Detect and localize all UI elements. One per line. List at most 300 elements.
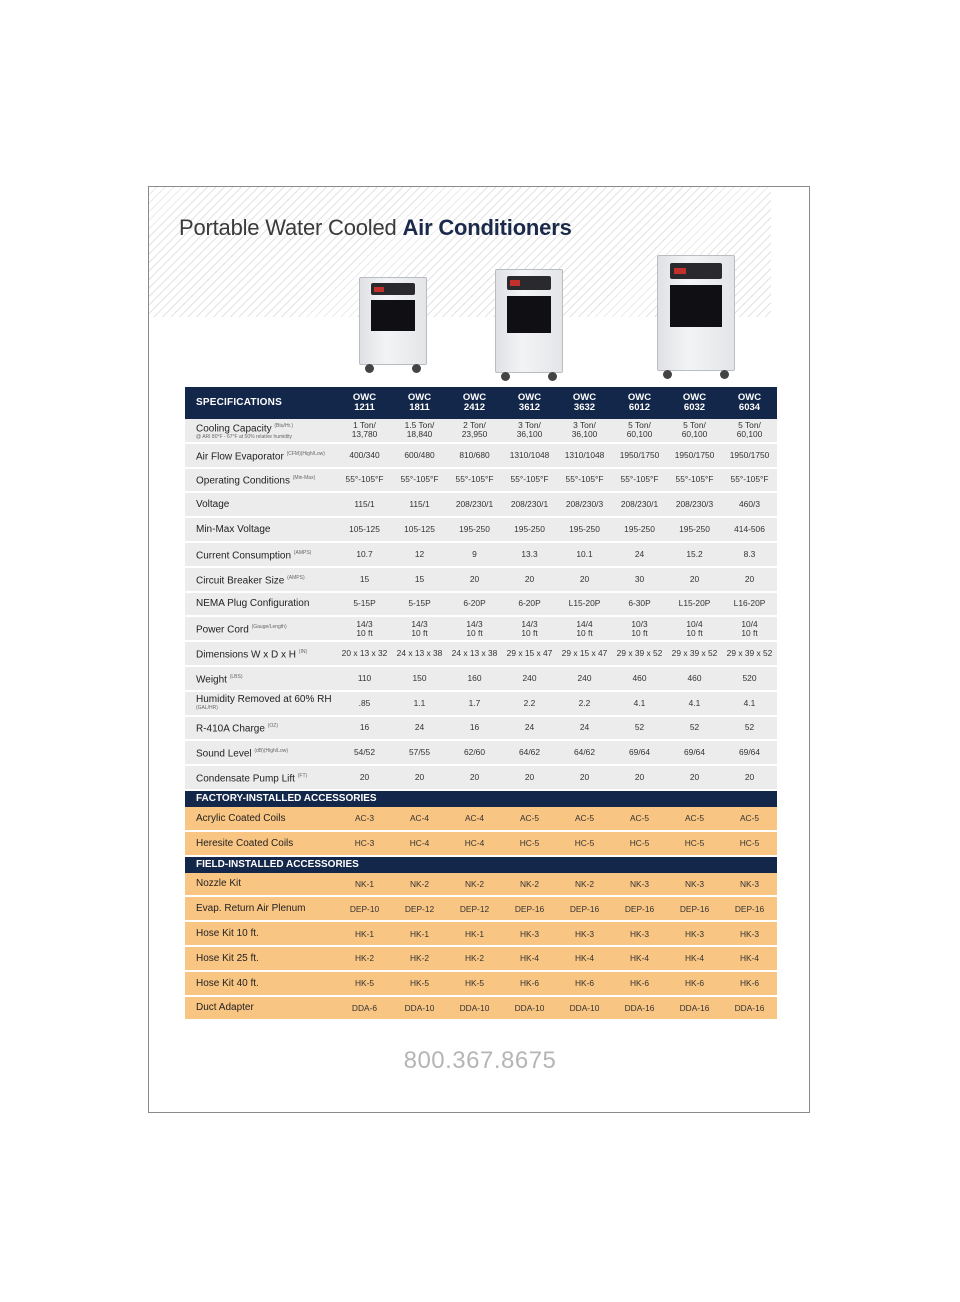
spec-value: 10/3 [631,618,648,629]
spec-value: 20 [579,772,590,783]
spec-value: 195-250 [569,524,600,535]
spec-value: 20 x 13 x 32 [341,648,388,659]
spec-value: 460 [632,672,647,683]
accessory-value: HC-5 [667,831,722,856]
spec-label: Circuit Breaker Size [196,574,285,586]
spec-value-cell [667,740,722,765]
spec-value: 105-125 [349,524,380,535]
spec-value: L16-20P [733,598,766,609]
spec-value: 195-250 [624,524,655,535]
spec-value: 36,100 [571,429,598,440]
spec-value: 16 [359,722,370,733]
spec-value: 195-250 [459,524,490,535]
spec-value: 208/230/3 [675,499,714,510]
accessory-value: HC-5 [502,831,557,856]
spec-value: 1 Ton/ [353,420,376,431]
accessory-value: NK-2 [557,873,612,897]
model-number: 6032 [683,402,706,413]
spec-label: Air Flow Evaporator [196,450,284,462]
spec-value-cell [612,419,667,443]
spec-value-cell [722,567,777,592]
spec-label-cell [185,567,337,592]
accessory-value: HK-6 [667,971,722,996]
accessory-value: DEP-16 [667,896,722,921]
accessory-value: HK-3 [612,921,667,946]
spec-value: 4.1 [633,697,646,708]
spec-value-cell [557,542,612,567]
spec-value: 5-15P [408,598,431,609]
spec-value: 10 ft [741,627,758,638]
spec-label: Sound Level [196,748,252,760]
spec-value-cell [722,592,777,617]
spec-value-cell [502,443,557,468]
accessory-value: DDA-16 [612,996,667,1021]
accessory-value: DDA-10 [502,996,557,1021]
spec-value-cell [337,592,392,617]
spec-label: NEMA Plug Configuration [196,597,310,609]
accessory-label: Hose Kit 10 ft. [185,921,337,946]
spec-value: 55°-105°F [620,474,659,485]
spec-value: 29 x 39 x 52 [671,648,718,659]
spec-value: 55°-105°F [510,474,549,485]
accessory-value: AC-5 [612,807,667,831]
spec-value-cell [392,765,447,790]
specifications-table [185,387,777,1021]
spec-value: 64/62 [519,747,540,758]
accessory-value: HC-4 [392,831,447,856]
spec-value: L15-20P [678,598,711,609]
model-number: 6012 [628,402,651,413]
accessory-value: DDA-16 [667,996,722,1021]
spec-value: 14/3 [521,618,538,629]
spec-value: 10 ft [521,627,538,638]
spec-value: 69/64 [684,747,705,758]
specifications-header: SPECIFICATIONS [185,387,337,419]
model-number: 3632 [573,402,596,413]
spec-value-cell [392,443,447,468]
accessory-value: HK-5 [447,971,502,996]
spec-row [185,740,777,765]
spec-value: L15-20P [568,598,601,609]
spec-value: 18,840 [406,429,433,440]
spec-value-cell [447,468,502,493]
spec-value: 29 x 15 x 47 [506,648,553,659]
spec-row [185,517,777,542]
spec-row [185,765,777,790]
spec-value: 195-250 [514,524,545,535]
spec-value: 5 Ton/ [628,420,651,431]
spec-unit: (dB)(High/Low) [254,748,289,755]
spec-value-cell [667,567,722,592]
accessory-value: HK-5 [392,971,447,996]
spec-value-cell [502,468,557,493]
spec-unit: (AMPS) [293,549,312,556]
spec-value: 15.2 [686,548,703,559]
spec-value-cell [392,616,447,641]
accessory-value: NK-2 [502,873,557,897]
spec-value: 115/1 [354,499,375,510]
model-series: OWC [407,392,432,403]
page-title [179,215,572,241]
portable-ac-unit-medium-image [495,269,563,381]
spec-unit: (OZ) [267,723,278,730]
model-header [337,387,392,419]
spec-value-cell [722,716,777,741]
spec-label-cell [185,492,337,517]
spec-value-cell [557,419,612,443]
spec-value-cell [447,740,502,765]
spec-value: 208/230/3 [565,499,604,510]
field-accessories-header-row [185,856,777,873]
spec-value: 14/3 [356,618,373,629]
spec-value: 62/60 [464,747,485,758]
spec-label: Weight [196,674,227,686]
spec-value-cell [722,492,777,517]
spec-value: 1310/1048 [509,449,550,460]
spec-value-cell [502,592,557,617]
accessory-value: AC-5 [557,807,612,831]
title-bold: Air Conditioners [402,215,572,240]
spec-row [185,567,777,592]
spec-value: 14/3 [411,618,428,629]
spec-value: 52 [744,722,755,733]
spec-row [185,616,777,641]
spec-value: 30 [634,573,645,584]
spec-value: 6-20P [518,598,541,609]
spec-value-cell [447,691,502,716]
spec-value: 110 [357,672,372,683]
spec-value: 5 Ton/ [683,420,706,431]
spec-value: 10.7 [356,548,373,559]
spec-unit: (Gauge/Length) [251,624,287,631]
spec-value-cell [722,517,777,542]
spec-value-cell [447,765,502,790]
spec-value-cell [667,765,722,790]
spec-value-cell [612,567,667,592]
spec-label-cell [185,592,337,617]
accessory-label: Hose Kit 40 ft. [185,971,337,996]
accessory-row [185,996,777,1021]
spec-value-cell [612,616,667,641]
factory-accessories-header: FACTORY-INSTALLED ACCESSORIES [185,790,777,807]
spec-value: 15 [414,573,425,584]
spec-label-cell [185,716,337,741]
spec-value-cell [447,641,502,666]
spec-value: 20 [634,772,645,783]
spec-value: 24 x 13 x 38 [396,648,443,659]
accessory-row [185,971,777,996]
spec-value-cell [722,419,777,443]
spec-value-cell [612,641,667,666]
spec-value-cell [722,691,777,716]
spec-value: 414-506 [734,524,765,535]
phone-number: 800.367.8675 [403,1047,557,1074]
spec-label: Dimensions W x D x H [196,649,297,661]
spec-value: 24 [634,548,645,559]
spec-value: 20 [744,573,755,584]
accessory-value: DDA-10 [557,996,612,1021]
accessory-value: HK-2 [392,946,447,971]
accessory-value: HK-2 [447,946,502,971]
spec-value-cell [667,419,722,443]
spec-value-cell [392,641,447,666]
accessory-value: HK-3 [502,921,557,946]
accessory-value: DDA-10 [392,996,447,1021]
spec-value-cell [667,492,722,517]
spec-row [185,443,777,468]
accessory-value: HC-3 [337,831,392,856]
accessory-value: AC-5 [502,807,557,831]
spec-row [185,542,777,567]
model-header [612,387,667,419]
spec-value-cell [722,765,777,790]
spec-value-cell [337,492,392,517]
accessory-label: Evap. Return Air Plenum [185,896,337,921]
accessory-value: NK-3 [612,873,667,897]
accessory-row [185,921,777,946]
spec-value: 60,100 [626,429,653,440]
accessory-value: HK-3 [667,921,722,946]
spec-value-cell [337,666,392,691]
portable-ac-unit-large-image [657,255,735,379]
spec-value-cell [392,740,447,765]
spec-value: 1950/1750 [729,449,770,460]
spec-value: 24 x 13 x 38 [451,648,498,659]
accessory-value: DDA-16 [722,996,777,1021]
spec-value: 57/55 [409,747,430,758]
spec-value: 10 ft [631,627,648,638]
spec-value-cell [337,641,392,666]
accessory-value: HK-4 [722,946,777,971]
spec-value: 24 [579,722,590,733]
spec-value: 20 [469,573,480,584]
spec-value: 10 ft [466,627,483,638]
spec-value-cell [612,716,667,741]
spec-unit: (Btu/Hr.) [274,422,294,429]
spec-value: 6-20P [463,598,486,609]
spec-value: 55°-105°F [455,474,494,485]
accessory-value: HK-3 [557,921,612,946]
spec-value-cell [667,443,722,468]
spec-value: 10 ft [686,627,703,638]
spec-value: 24 [414,722,425,733]
accessory-value: HK-5 [337,971,392,996]
accessory-row [185,896,777,921]
spec-value-cell [447,666,502,691]
spec-label: Current Consumption [196,550,292,562]
spec-value-cell [392,517,447,542]
spec-value-cell [557,691,612,716]
spec-value-cell [557,666,612,691]
spec-value: 10 ft [356,627,373,638]
spec-value-cell [722,641,777,666]
spec-value: 600/480 [404,449,435,460]
spec-value-cell [502,691,557,716]
spec-sheet [148,186,810,1113]
spec-value: 15 [359,573,370,584]
spec-row [185,419,777,443]
model-number: 1811 [409,402,430,413]
model-number: 6034 [738,402,761,413]
accessory-value: NK-3 [667,873,722,897]
spec-value-cell [557,517,612,542]
model-header [447,387,502,419]
spec-value-cell [612,542,667,567]
spec-value: 208/230/1 [455,499,494,510]
spec-value-cell [392,419,447,443]
spec-value-cell [337,616,392,641]
spec-label-cell [185,517,337,542]
spec-value: 69/64 [629,747,650,758]
spec-label: Voltage [196,498,230,510]
spec-value: 1.5 Ton/ [404,420,435,431]
spec-value-cell [392,567,447,592]
spec-value: 2.2 [578,697,591,708]
spec-value: 52 [689,722,700,733]
accessory-value: HK-4 [667,946,722,971]
accessory-value: DEP-16 [557,896,612,921]
spec-subnote: @ ARI 80°F - 67°F at 50% relative humidity [196,434,293,441]
spec-row [185,641,777,666]
spec-value-cell [557,716,612,741]
spec-value: 20 [414,772,425,783]
accessory-row [185,831,777,856]
spec-value: 55°-105°F [345,474,384,485]
spec-value: 3 Ton/ [518,420,541,431]
spec-value: 20 [689,772,700,783]
spec-label: Min-Max Voltage [196,523,271,535]
spec-value-cell [612,765,667,790]
spec-value-cell [502,419,557,443]
model-series: OWC [462,392,487,403]
spec-value: 55°-105°F [675,474,714,485]
spec-value: 5-15P [353,598,376,609]
spec-value-cell [447,716,502,741]
accessory-value: NK-3 [722,873,777,897]
spec-value-cell [392,666,447,691]
spec-value-cell [337,443,392,468]
accessory-value: HK-1 [337,921,392,946]
spec-value: 810/680 [459,449,490,460]
spec-label: R-410A Charge [196,723,265,735]
spec-value: 10.1 [576,548,593,559]
spec-subnote: (GAL/HR) [196,705,218,712]
spec-value: 52 [634,722,645,733]
spec-value: 2 Ton/ [463,420,486,431]
spec-value-cell [502,542,557,567]
spec-value-cell [502,616,557,641]
title-light: Portable Water Cooled [179,215,397,240]
spec-value: 20 [469,772,480,783]
spec-value-cell [667,517,722,542]
accessory-row [185,873,777,897]
spec-value: 12 [414,548,425,559]
accessory-value: DEP-16 [722,896,777,921]
specifications-table-wrapper [185,387,777,1021]
spec-value: 20 [689,573,700,584]
spec-value: 4.1 [688,697,701,708]
spec-row [185,716,777,741]
model-series: OWC [737,392,762,403]
spec-value-cell [337,691,392,716]
accessory-value: HC-4 [447,831,502,856]
spec-value: 5 Ton/ [738,420,761,431]
spec-value: 60,100 [681,429,708,440]
spec-value: 14/4 [576,618,593,629]
spec-value-cell [612,666,667,691]
field-accessories-header: FIELD-INSTALLED ACCESSORIES [185,856,777,873]
spec-value-cell [447,567,502,592]
accessory-label: Acrylic Coated Coils [185,807,337,831]
accessory-label: Heresite Coated Coils [185,831,337,856]
accessory-label: Nozzle Kit [185,873,337,897]
accessory-value: DEP-12 [447,896,502,921]
spec-value: 64/62 [574,747,595,758]
table-header-row [185,387,777,419]
spec-row [185,468,777,493]
spec-value-cell [722,666,777,691]
spec-value-cell [612,443,667,468]
model-number: 2412 [463,402,486,413]
accessory-value: NK-1 [337,873,392,897]
spec-value: 3 Ton/ [573,420,596,431]
spec-value-cell [337,716,392,741]
spec-value-cell [667,592,722,617]
spec-value-cell [392,492,447,517]
spec-label-cell [185,666,337,691]
spec-value-cell [557,443,612,468]
spec-value-cell [337,567,392,592]
model-header [667,387,722,419]
spec-value: 1310/1048 [564,449,605,460]
spec-value-cell [612,517,667,542]
spec-value-cell [502,517,557,542]
spec-value: .85 [358,697,371,708]
model-series: OWC [517,392,542,403]
accessory-value: DEP-12 [392,896,447,921]
spec-value: 1950/1750 [619,449,660,460]
spec-value-cell [392,716,447,741]
spec-value-cell [392,468,447,493]
spec-value-cell [337,419,392,443]
accessory-value: HK-3 [722,921,777,946]
spec-value-cell [447,492,502,517]
spec-value: 208/230/1 [510,499,549,510]
spec-value-cell [612,492,667,517]
accessory-label: Duct Adapter [185,996,337,1021]
accessory-value: HK-6 [502,971,557,996]
spec-value-cell [612,468,667,493]
spec-value-cell [557,765,612,790]
spec-value-cell [557,468,612,493]
spec-value-cell [392,592,447,617]
spec-value-cell [612,592,667,617]
accessory-value: NK-2 [447,873,502,897]
accessory-value: HK-2 [337,946,392,971]
spec-value: 69/64 [739,747,760,758]
spec-value: 55°-105°F [730,474,769,485]
accessory-value: HK-4 [502,946,557,971]
portable-ac-unit-small-image [359,277,427,373]
spec-value: 29 x 39 x 52 [726,648,773,659]
spec-value: 105-125 [404,524,435,535]
spec-value-cell [502,492,557,517]
model-number: 1211 [354,402,375,413]
spec-value: 10/4 [741,618,758,629]
model-header [557,387,612,419]
spec-value: 8.3 [743,548,756,559]
spec-value-cell [447,419,502,443]
